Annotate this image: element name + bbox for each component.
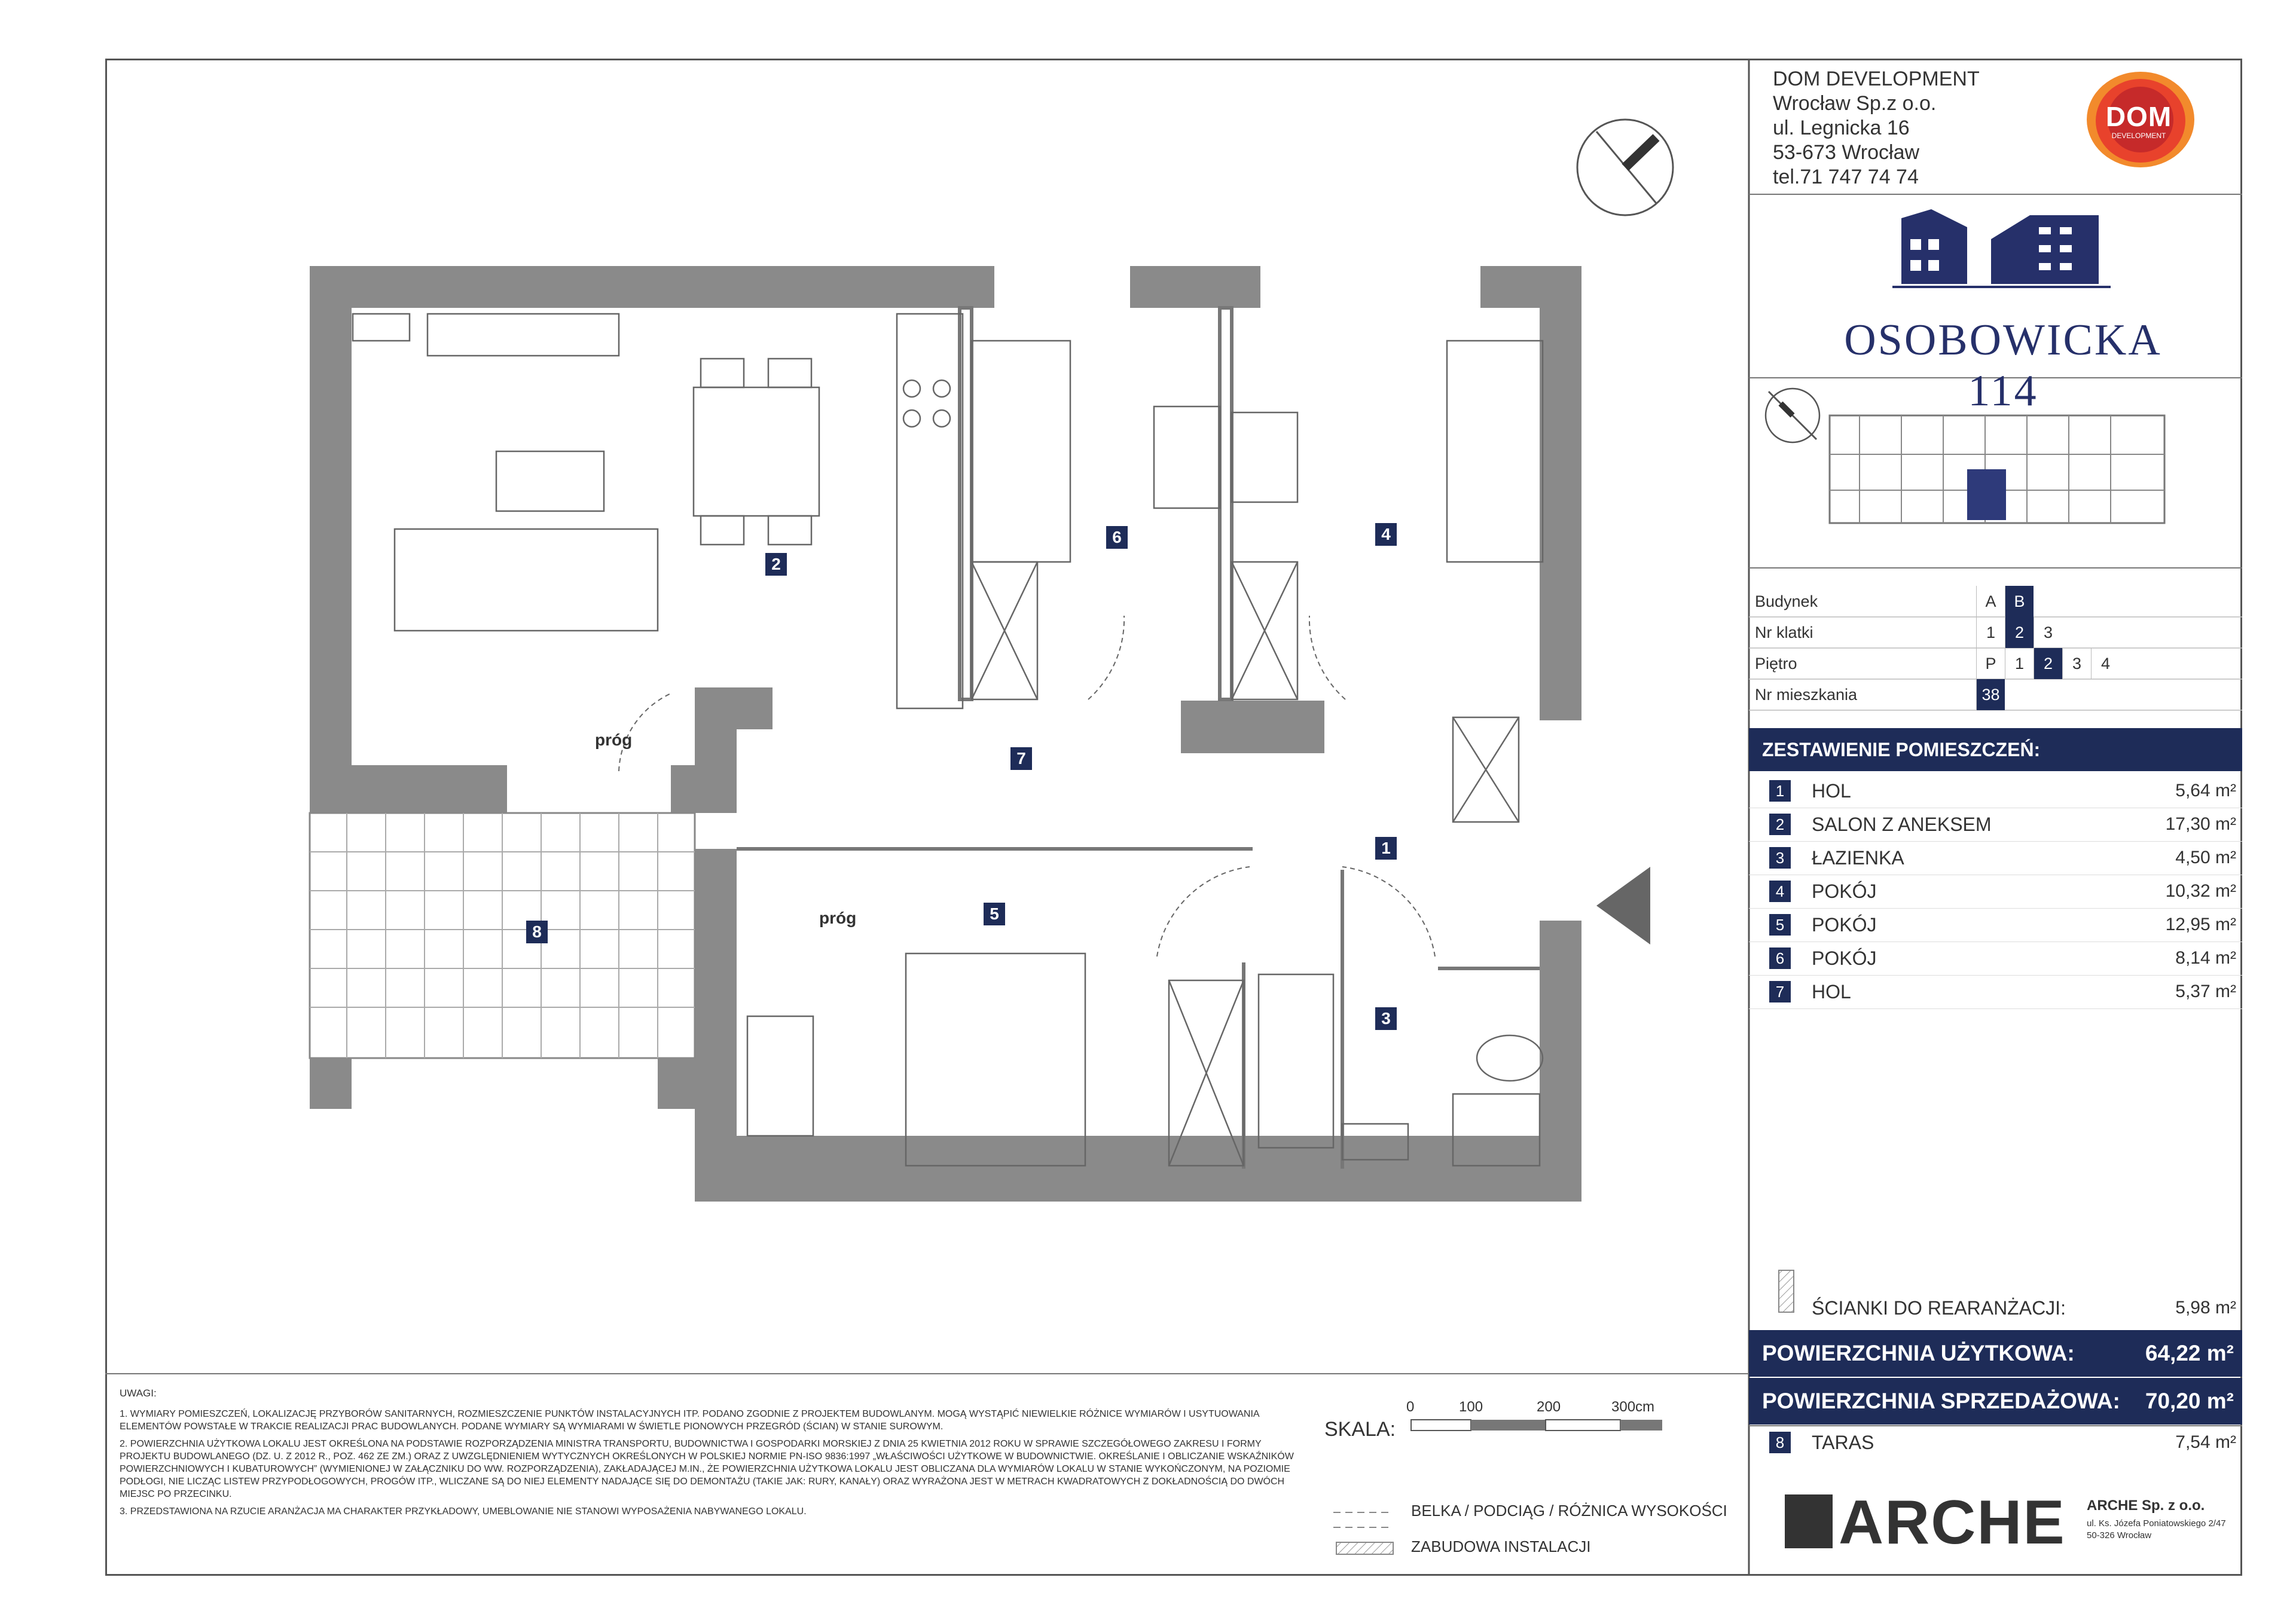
floor-option: 4 [2091,648,2120,679]
architect-address-1: ul. Ks. Józefa Poniatowskiego 2/47 [2087,1518,2226,1529]
scale-tick: 300cm [1611,1399,1655,1415]
inner-walls [737,308,1540,1169]
room-row [1749,808,2242,842]
site-plan-thumbnail [1830,415,2164,523]
legend-installation: ZABUDOWA INSTALACJI [1411,1538,1591,1555]
usable-area-value: 64,22 m² [2145,1341,2234,1365]
room-row [1749,875,2242,909]
scale-label: SKALA: [1324,1418,1396,1441]
notes-heading: UWAGI: [120,1387,157,1399]
note-item: 2. POWIERZCHNIA UŻYTKOWA LOKALU JEST OKREŚLONA NA PODSTAWIE ROZPORZĄDZENIA MINISTRA TRANSPORTU, BUDOWNICTWA I GOSPODARKI MORSKIEJ Z DNIA 25 KWIETNIA 2012 ROKU W SPRAWIE SZCZEGÓŁOWEGO ZAKRESU I FORMY PROJEKTU BUDOWLANEGO (DZ. U. Z 2012 R., POZ. 462 ZE ZM.) ORAZ Z UWZGLĘDNIENIEM WYTYCZNYCH OKREŚLONYCH W POLSKIEJ NORMIE PN-ISO 9836:1997 „WŁAŚCIWOŚCI UŻYTKOWE W BUDOWNICTWIE. OKREŚLANIE I OBLICZANIE WSKAŹNIKÓW POWIERZCHNIOWYCH I KUBATUROWYCH” (WYMIENIONEJ W ZAŁĄCZNIKU DO WW. ROZPORZĄDZENIA), ZAKŁADAJĄCEJ M.IN., ŻE POWIERZCHNIA UŻYTKOWA LOKALU JEST OBLICZANA DLA WYMIARÓW LOKALU W STANIE WYKOŃCZONYM, NA POZIOMIE PODŁOGI, NIE LICZĄC LISTEW PRZYPODŁOGOWYCH, PROGÓW ITP., WLICZANE SĄ DO NIEJ ELEMENTY NADAJĄCE SIĘ DO DEMONTAŻU (TAKIE JAK: RURY, KANAŁY) ORAZ WYRAŻONA JEST W METRACH KWADRATOWYCH Z DOKŁADNOŚCIĄ DO DWÓCH MIEJSC PO PRZECINKU. [120,1439,1294,1499]
floor-label: Piętro [1755,655,1797,673]
room-row [1749,942,2242,976]
room-number: 2 [1769,814,1791,835]
terrace-area: 7,54 m² [2175,1432,2236,1452]
room-row [1749,975,2242,1009]
room-name: POKÓJ [1812,914,1877,936]
plan-room-5: 5 [984,903,1005,925]
entrance-arrow-icon [1596,867,1650,945]
company-phone: tel.71 747 74 74 [1773,166,1919,188]
plan-room-6: 6 [1106,526,1128,549]
room-area: 12,95 m² [2165,915,2236,934]
company-name: DOM DEVELOPMENT [1773,68,1980,90]
floor-option: 1 [2005,648,2034,679]
floor-option: P [1976,648,2005,679]
usable-area-row [1749,1330,2242,1377]
building-row [1755,586,2242,617]
terrace-number: 8 [1769,1432,1791,1453]
scale-tick: 100 [1459,1399,1483,1415]
threshold-label: próg [595,730,633,749]
arche-logo-mark [1785,1494,1833,1548]
apartment-row [1755,679,2242,710]
plan-room-4: 4 [1375,523,1397,546]
room-number: 1 [1769,780,1791,802]
walls [310,266,1581,1202]
staircase-option: 3 [2034,617,2062,648]
compass-icon [1577,120,1673,215]
plan-room-2: 2 [765,553,787,576]
room-row [1749,841,2242,875]
terrace-area [310,813,695,1109]
partitions-label: ŚCIANKI DO REARANŻACJI: [1812,1297,2066,1319]
room-row [1749,774,2242,808]
company-address [1773,67,1980,189]
scale-tick: 200 [1537,1399,1561,1415]
note-item: 3. PRZEDSTAWIONA NA RZUCIE ARANŻACJA MA CHARAKTER PRZYKŁADOWY, UMEBLOWANIE NIE STANOWI WYPOSAŻENIA NABYWANEGO LOKALU. [120,1506,807,1517]
company-street: ul. Legnicka 16 [1773,117,1910,139]
staircase-row [1755,617,2242,648]
mini-compass-icon [1766,389,1819,442]
scale-bar [1411,1420,1662,1431]
room-name: HOL [1812,780,1851,802]
note-item: 1. WYMIARY POMIESZCZEŃ, LOKALIZACJĘ PRZYBORÓW SANITARNYCH, ROZMIESZCZENIE PUNKTÓW INSTALACYJNYCH ITP. PODANO ZGODNIE Z PROJEKTEM BUDOWLANYM. MOGĄ WYSTĄPIĆ NIEWIELKIE RÓŻNICE WYMIARÓW I USYTUOWANIA ELEMENTÓW POWSTAŁE W TRAKCIE REALIZACJI PRAC BUDOWLANYCH. PODANE WYMIARY SĄ WYMIARAMI W ŚWIETLE PIONOWYCH PRZEGRÓD (ŚCIAN) W STANIE SUROWYM. [120,1409,1259,1432]
room-number: 3 [1769,847,1791,869]
room-number: 5 [1769,914,1791,936]
building-option-b: B [2005,586,2034,617]
terrace-row [1749,1426,2242,1459]
legend-beam: BELKA / PODCIĄG / RÓŻNICA WYSOKOŚCI [1411,1502,1727,1520]
staircase-label: Nr klatki [1755,623,1813,641]
architect-address-2: 50-326 Wrocław [2087,1530,2152,1541]
room-name: HOL [1812,981,1851,1002]
usable-area-label: POWIERZCHNIA UŻYTKOWA: [1762,1341,2075,1365]
building-option-a: A [1976,586,2005,617]
room-row [1749,908,2242,942]
apartment-number: 38 [1976,679,2005,710]
architect-name: ARCHE Sp. z o.o. [2087,1497,2205,1514]
notes-section [120,1387,1303,1523]
staircase-option: 2 [2005,617,2034,648]
project-title: OSOBOWICKA 114 [1844,316,2162,415]
company-city: 53-673 Wrocław [1773,141,1920,164]
partitions-area: 5,98 m² [2175,1298,2236,1318]
room-name: POKÓJ [1812,881,1877,902]
sales-area-row [1749,1378,2242,1425]
dom-development-logo: DOM DEVELOPMENT [2087,72,2194,170]
plan-room-3: 3 [1375,1007,1397,1030]
scale-tick: 0 [1406,1399,1415,1415]
room-number: 6 [1769,947,1791,969]
room-number: 4 [1769,881,1791,902]
room-area: 17,30 m² [2165,814,2236,834]
sales-area-value: 70,20 m² [2145,1389,2234,1413]
room-name: POKÓJ [1812,947,1877,969]
plan-room-1: 1 [1375,837,1397,860]
room-area: 8,14 m² [2175,948,2236,968]
building-label: Budynek [1755,592,1818,610]
floor-option: 2 [2034,648,2062,679]
room-name: SALON Z ANEKSEM [1812,814,1992,835]
room-area: 5,37 m² [2175,982,2236,1001]
room-area: 5,64 m² [2175,781,2236,800]
apartment-label: Nr mieszkania [1755,686,1858,704]
terrace-name: TARAS [1812,1432,1874,1453]
room-area: 10,32 m² [2165,881,2236,901]
room-number: 7 [1769,981,1791,1002]
rooms-heading: ZESTAWIENIE POMIESZCZEŃ: [1749,728,2242,771]
floor-option: 3 [2062,648,2091,679]
sales-area-label: POWIERZCHNIA SPRZEDAŻOWA: [1762,1389,2120,1413]
plan-room-8: 8 [526,921,548,943]
door-swings [619,616,1435,956]
threshold-label: próg [819,909,857,927]
partitions-row [1749,1291,2242,1325]
room-area: 4,50 m² [2175,848,2236,867]
staircase-option: 1 [1976,617,2005,648]
arche-logo-text: ARCHE [1839,1488,2066,1557]
floor-row [1755,648,2242,679]
plan-room-7: 7 [1010,747,1032,770]
company-legal: Wrocław Sp.z o.o. [1773,92,1937,115]
room-name: ŁAZIENKA [1812,847,1904,869]
